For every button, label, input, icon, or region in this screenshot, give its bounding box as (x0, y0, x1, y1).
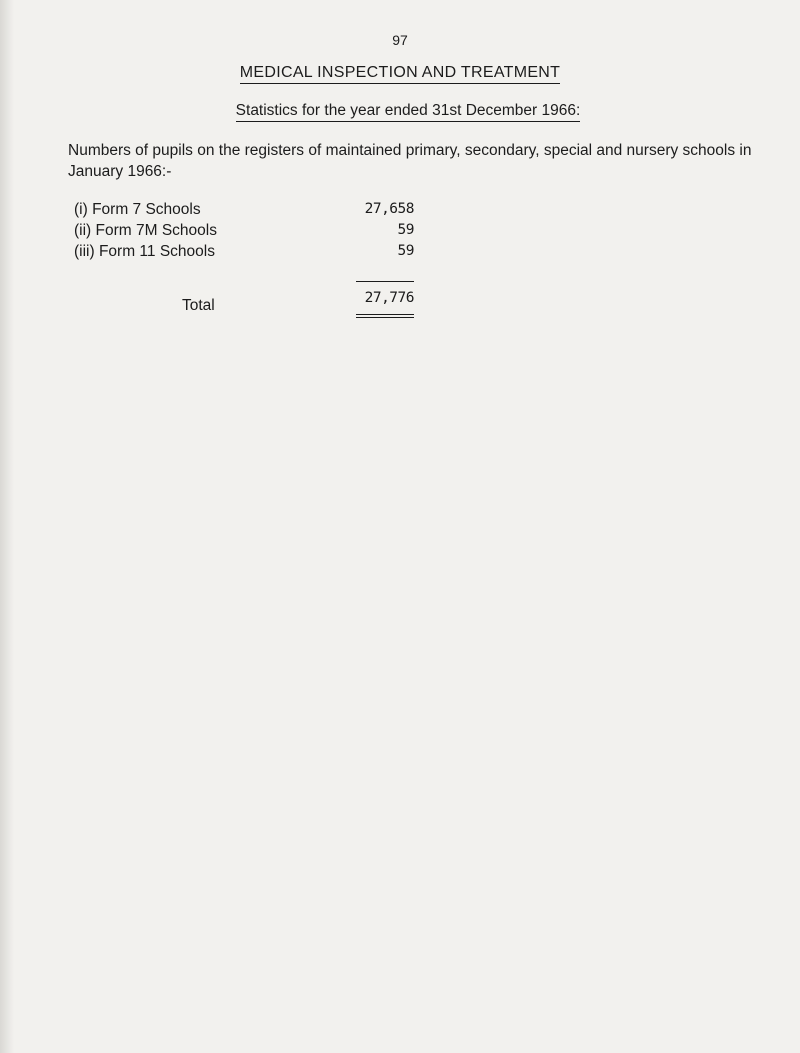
row-label: (iii) Form 11 Schools (74, 243, 215, 260)
total-value: 27,776 (364, 290, 414, 306)
row-value: 59 (397, 222, 414, 238)
sum-rule (356, 281, 414, 282)
total-label: Total (182, 297, 215, 314)
main-title-text: MEDICAL INSPECTION AND TREATMENT (240, 64, 560, 84)
row-label: (ii) Form 7M Schools (74, 222, 217, 239)
total-double-rule-lower (356, 317, 414, 318)
table-row (74, 199, 434, 220)
sub-title-text: Statistics for the year ended 31st December 1966: (236, 102, 581, 122)
sub-title (0, 102, 800, 122)
intro-paragraph: Numbers of pupils on the registers of maintained primary, secondary, special and nursery schools in January 1966:- (68, 142, 752, 180)
total-row (74, 290, 434, 314)
row-value: 59 (397, 243, 414, 259)
table-row (74, 241, 434, 262)
page-binding-edge (0, 0, 14, 1053)
row-label: (i) Form 7 Schools (74, 201, 201, 218)
schools-table (74, 199, 434, 314)
main-title (0, 64, 800, 84)
page-number: 97 (392, 32, 408, 48)
total-double-rule-upper (356, 314, 414, 315)
table-row (74, 220, 434, 241)
row-value: 27,658 (364, 201, 414, 217)
